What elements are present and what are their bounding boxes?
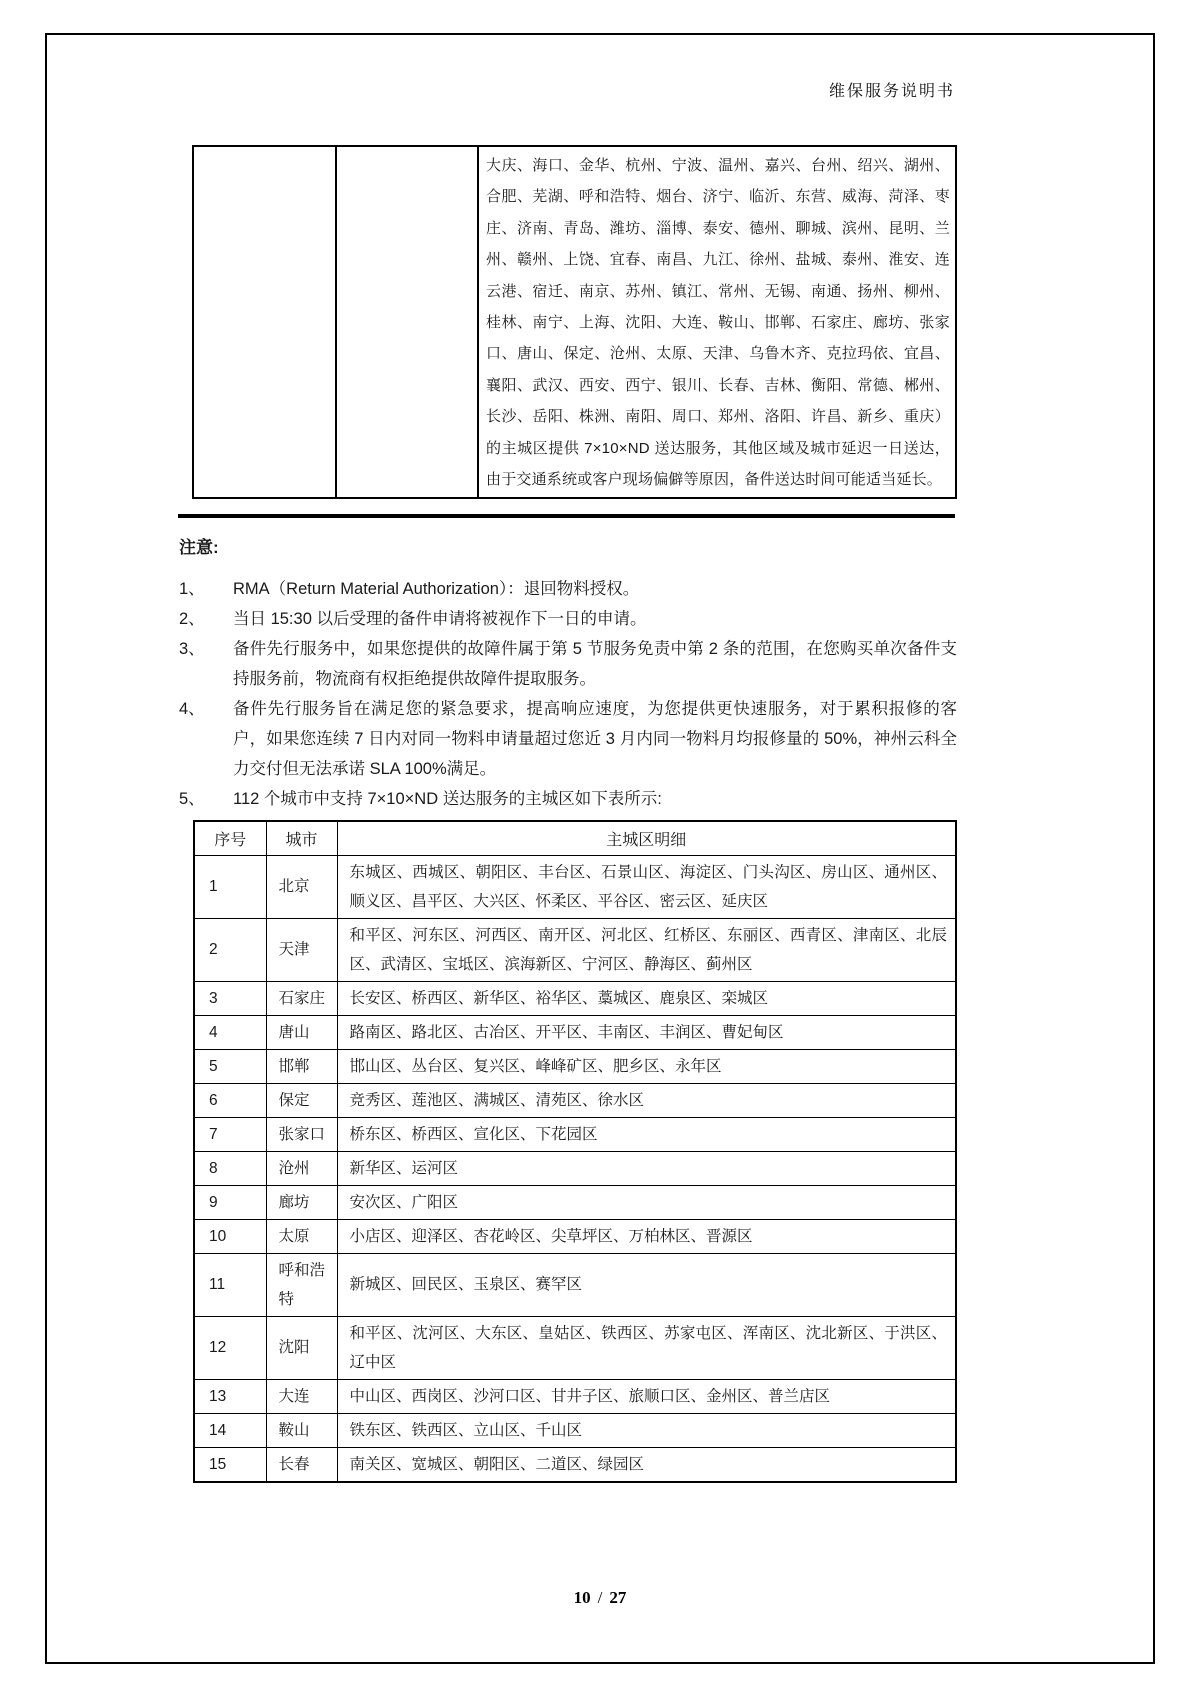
- cell-seq-no: 1: [194, 855, 266, 918]
- cell-districts: 长安区、桥西区、新华区、裕华区、藁城区、鹿泉区、栾城区: [337, 981, 956, 1015]
- district-table-row: [194, 1185, 956, 1219]
- cell-city: 邯郸: [266, 1049, 337, 1083]
- note-item-number: 2、: [179, 610, 205, 628]
- district-table-row: [194, 1253, 956, 1316]
- district-table-row: [194, 1379, 956, 1413]
- cell-city: 北京: [266, 855, 337, 918]
- cell-districts: 路南区、路北区、古冶区、开平区、丰南区、丰润区、曹妃甸区: [337, 1015, 956, 1049]
- district-table-row: [194, 981, 956, 1015]
- cell-districts: 桥东区、桥西区、宣化区、下花园区: [337, 1117, 956, 1151]
- note-item-number: 1、: [179, 580, 205, 598]
- district-table-row: [194, 1015, 956, 1049]
- note-item: [179, 634, 957, 694]
- note-item: [179, 604, 957, 634]
- cell-city: 廊坊: [266, 1185, 337, 1219]
- cell-city: 石家庄: [266, 981, 337, 1015]
- notes-list: [179, 574, 957, 814]
- cell-seq-no: 14: [194, 1413, 266, 1447]
- district-table-row: [194, 918, 956, 981]
- note-item-number: 3、: [179, 640, 205, 658]
- district-table-row: [194, 855, 956, 918]
- cell-districts: 中山区、西岗区、沙河口区、甘井子区、旅顺口区、金州区、普兰店区: [337, 1379, 956, 1413]
- note-item-text: 备件先行服务旨在满足您的紧急要求，提高响应速度，为您提供更快速服务，对于累积报修的客户，如果您连续 7 日内对同一物料申请量超过您近 3 月内同一物料月均报修量的 50%，神州云科全力交付但无法承诺 SLA 100%满足。: [233, 700, 957, 778]
- cell-city: 太原: [266, 1219, 337, 1253]
- district-table-row: [194, 1447, 956, 1482]
- cell-districts: 竞秀区、莲池区、满城区、清苑区、徐水区: [337, 1083, 956, 1117]
- note-item-number: 5、: [179, 790, 205, 808]
- cell-seq-no: 6: [194, 1083, 266, 1117]
- cell-seq-no: 3: [194, 981, 266, 1015]
- cell-seq-no: 2: [194, 918, 266, 981]
- notes-title: 注意:: [179, 538, 219, 557]
- notes-section: [179, 534, 957, 814]
- total-pages: 27: [609, 1588, 627, 1607]
- district-table-row: [194, 1049, 956, 1083]
- cell-districts: 新华区、运河区: [337, 1151, 956, 1185]
- district-table-row: [194, 1117, 956, 1151]
- header-seq-no: 序号: [194, 821, 266, 855]
- continuation-table-row: [193, 146, 956, 498]
- cell-districts: 和平区、河东区、河西区、南开区、河北区、红桥区、东丽区、西青区、津南区、北辰区、武清区、宝坻区、滨海新区、宁河区、静海区、蓟州区: [337, 918, 956, 981]
- cell-seq-no: 7: [194, 1117, 266, 1151]
- cell-seq-no: 4: [194, 1015, 266, 1049]
- cell-city: 唐山: [266, 1015, 337, 1049]
- cell-seq-no: 15: [194, 1447, 266, 1482]
- cell-seq-no: 11: [194, 1253, 266, 1316]
- cell-seq-no: 10: [194, 1219, 266, 1253]
- cell-districts: 和平区、沈河区、大东区、皇姑区、铁西区、苏家屯区、浑南区、沈北新区、于洪区、辽中区: [337, 1316, 956, 1379]
- district-table-body: [194, 855, 956, 1482]
- district-table-row: [194, 1413, 956, 1447]
- cell-seq-no: 12: [194, 1316, 266, 1379]
- district-table-row: [194, 1219, 956, 1253]
- page-footer: [0, 1588, 1200, 1608]
- cell-seq-no: 8: [194, 1151, 266, 1185]
- header-city: 城市: [266, 821, 337, 855]
- cell-districts: 邯山区、丛台区、复兴区、峰峰矿区、肥乡区、永年区: [337, 1049, 956, 1083]
- city-list-cell: 大庆、海口、金华、杭州、宁波、温州、嘉兴、台州、绍兴、湖州、合肥、芜湖、呼和浩特、烟台、济宁、临沂、东营、威海、菏泽、枣庄、济南、青岛、潍坊、淄博、泰安、德州、聊城、滨州、昆明、兰州、赣州、上饶、宜春、南昌、九江、徐州、盐城、泰州、淮安、连云港、宿迁、南京、苏州、镇江、常州、无锡、南通、扬州、柳州、桂林、南宁、上海、沈阳、大连、鞍山、邯郸、石家庄、廊坊、张家口、唐山、保定、沧州、太原、天津、乌鲁木齐、克拉玛依、宜昌、襄阳、武汉、西安、西宁、银川、长春、吉林、衡阳、常德、郴州、长沙、岳阳、株洲、南阳、周口、郑州、洛阳、许昌、新乡、重庆）的主城区提供 7×10×ND 送达服务，其他区域及城市延迟一日送达，由于交通系统或客户现场偏僻等原因，备件送达时间可能适当延长。: [478, 146, 956, 498]
- cell-city: 沧州: [266, 1151, 337, 1185]
- note-item-text: 备件先行服务中，如果您提供的故障件属于第 5 节服务免责中第 2 条的范围，在您购买单次备件支持服务前，物流商有权拒绝提供故障件提取服务。: [233, 640, 957, 688]
- cell-city: 保定: [266, 1083, 337, 1117]
- district-table-header-row: [194, 821, 956, 855]
- cell-districts: 东城区、西城区、朝阳区、丰台区、石景山区、海淀区、门头沟区、房山区、通州区、顺义区、昌平区、大兴区、怀柔区、平谷区、密云区、延庆区: [337, 855, 956, 918]
- note-item-text: 当日 15:30 以后受理的备件申请将被视作下一日的申请。: [233, 610, 647, 628]
- note-item-text: RMA（Return Material Authorization）：退回物料授权。: [233, 580, 640, 598]
- district-table: [193, 820, 957, 1483]
- note-item: [179, 574, 957, 604]
- cell-city: 呼和浩特: [266, 1253, 337, 1316]
- page-number: 10: [573, 1588, 591, 1607]
- cell-seq-no: 5: [194, 1049, 266, 1083]
- empty-cell-1: [193, 146, 336, 498]
- cell-city: 张家口: [266, 1117, 337, 1151]
- cell-districts: 铁东区、铁西区、立山区、千山区: [337, 1413, 956, 1447]
- note-item-text: 112 个城市中支持 7×10×ND 送达服务的主城区如下表所示:: [233, 790, 662, 808]
- document-header-title: 维保服务说明书: [828, 83, 955, 100]
- footer-separator: /: [597, 1588, 603, 1607]
- cell-city: 沈阳: [266, 1316, 337, 1379]
- cell-districts: 新城区、回民区、玉泉区、赛罕区: [337, 1253, 956, 1316]
- district-table-row: [194, 1151, 956, 1185]
- note-item: [179, 694, 957, 784]
- empty-cell-2: [336, 146, 478, 498]
- district-table-row: [194, 1316, 956, 1379]
- cell-districts: 安次区、广阳区: [337, 1185, 956, 1219]
- section-divider-line: [178, 514, 955, 518]
- continuation-table: [192, 145, 957, 499]
- note-item-number: 4、: [179, 700, 205, 718]
- cell-city: 鞍山: [266, 1413, 337, 1447]
- cell-city: 天津: [266, 918, 337, 981]
- cell-districts: 小店区、迎泽区、杏花岭区、尖草坪区、万柏林区、晋源区: [337, 1219, 956, 1253]
- cell-seq-no: 9: [194, 1185, 266, 1219]
- header-district-detail: 主城区明细: [337, 821, 956, 855]
- note-item: [179, 784, 957, 814]
- cell-districts: 南关区、宽城区、朝阳区、二道区、绿园区: [337, 1447, 956, 1482]
- cell-city: 大连: [266, 1379, 337, 1413]
- cell-city: 长春: [266, 1447, 337, 1482]
- cell-seq-no: 13: [194, 1379, 266, 1413]
- district-table-row: [194, 1083, 956, 1117]
